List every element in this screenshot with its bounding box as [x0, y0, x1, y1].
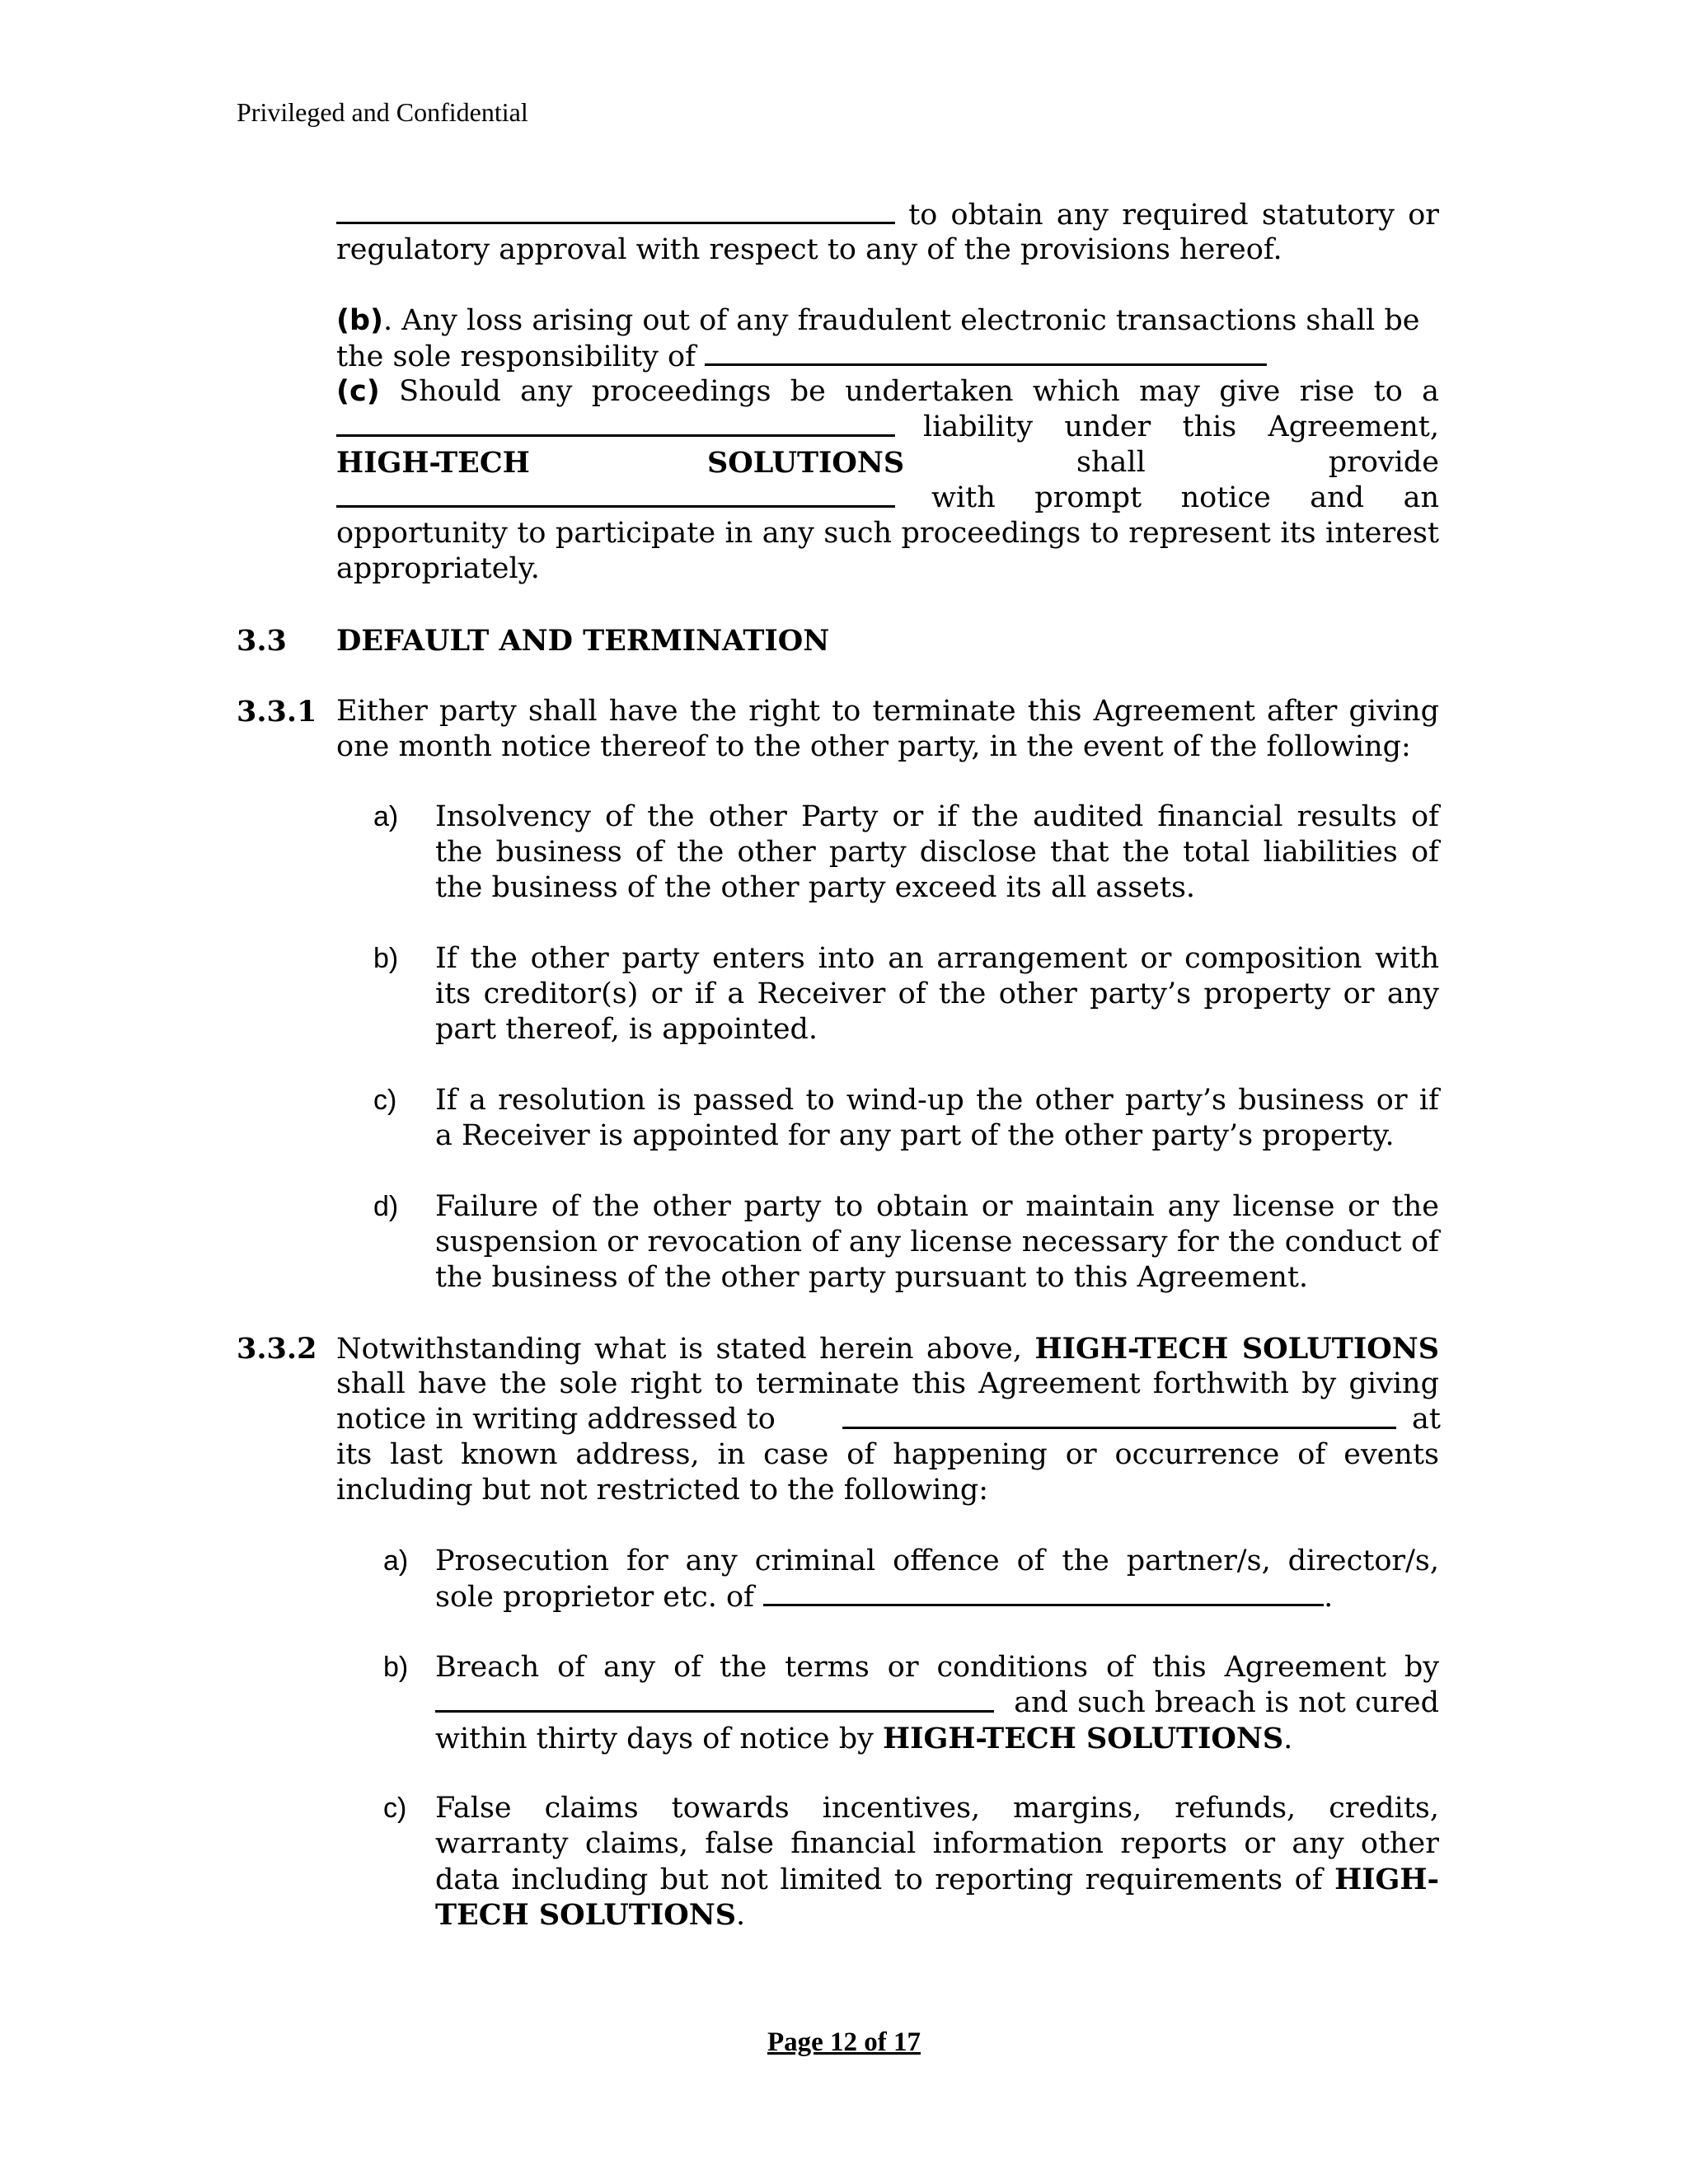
- para-b-line-2: the sole responsibility of: [336, 339, 1267, 375]
- list-label: b): [383, 1652, 409, 1683]
- list-item-line: its creditor(s) or if a Receiver of the other party’s property or any: [435, 977, 1439, 1010]
- para-c-line-1: (c) Should any proceedings be undertaken which may give rise to a: [336, 375, 1439, 408]
- list-label: d): [373, 1191, 399, 1222]
- clause-blank: [842, 1402, 1396, 1438]
- para-c-line-6: appropriately.: [336, 552, 540, 585]
- page-number: Page 12 of 17: [767, 2027, 921, 2057]
- clause-line-1: Either party shall have the right to terminate this Agreement after giving: [336, 695, 1439, 728]
- list-item-line: False claims towards incentives, margins, refunds, credits,: [435, 1792, 1439, 1825]
- section-title: DEFAULT AND TERMINATION: [336, 624, 830, 658]
- list-item-line: sole proprietor etc. of .: [435, 1581, 1334, 1614]
- blank-line: [336, 480, 895, 508]
- para-c-line-5: opportunity to participate in any such proceedings to represent its interest: [336, 517, 1439, 550]
- intro-line-1: to obtain any required statutory or: [336, 197, 1439, 233]
- list-item-line: If a resolution is passed to wind-up the other party’s business or if: [435, 1084, 1439, 1117]
- clause-number: 3.3.2: [237, 1332, 317, 1366]
- list-item-line: Breach of any of the terms or conditions of this Agreement by: [435, 1651, 1439, 1684]
- list-item-line: Insolvency of the other Party or if the audited financial results of: [435, 800, 1439, 833]
- para-c-blank-1: [336, 410, 895, 446]
- section-number: 3.3: [237, 624, 287, 658]
- clause-line-5: including but not restricted to the following:: [336, 1474, 989, 1507]
- para-c-company-1: HIGH-TECH: [336, 446, 530, 480]
- clause-line-2: shall have the sole right to terminate this Agreement forthwith by giving: [336, 1367, 1439, 1400]
- para-c-blank-2: [336, 480, 895, 517]
- clause-line-2: one month notice thereof to the other party, in the event of the following:: [336, 730, 1411, 763]
- list-item-line: a Receiver is appointed for any part of the other party’s property.: [435, 1119, 1395, 1152]
- blank-line: [705, 339, 1267, 366]
- list-label: c): [383, 1793, 407, 1824]
- clause-line-3-suffix: at: [1412, 1403, 1441, 1436]
- para-c-company-2: SOLUTIONS: [707, 446, 905, 480]
- list-label: a): [383, 1545, 409, 1577]
- page-header: Privileged and Confidential: [237, 97, 528, 127]
- list-item-line: the business of the other party pursuant to this Agreement.: [435, 1261, 1309, 1294]
- list-item-line: suspension or revocation of any license necessary for the conduct of: [435, 1226, 1439, 1258]
- list-item-line: If the other party enters into an arrangement or composition with: [435, 942, 1439, 975]
- list-item-line: part thereof, is appointed.: [435, 1013, 818, 1046]
- list-item-line: Failure of the other party to obtain or maintain any license or the: [435, 1190, 1439, 1223]
- list-item-line: the business of the other party disclose that the total liabilities of: [435, 836, 1439, 869]
- para-c-line-4: with prompt notice and an: [931, 481, 1439, 514]
- para-c-line-3: shall provide: [1076, 446, 1439, 479]
- blank-line: [336, 197, 895, 224]
- list-label: c): [373, 1085, 397, 1116]
- list-item-line: warranty claims, false financial information reports or any other: [435, 1827, 1439, 1860]
- list-item-line: the business of the other party exceed its all assets.: [435, 871, 1196, 904]
- blank-line: [842, 1402, 1396, 1429]
- blank-line: [336, 410, 895, 437]
- list-item-line: within thirty days of notice by HIGH-TECH SOLUTIONS.: [435, 1722, 1293, 1755]
- list-label: b): [373, 943, 399, 974]
- blank-line: [435, 1685, 994, 1713]
- intro-line-2: regulatory approval with respect to any of the provisions hereof.: [336, 233, 1282, 266]
- clause-number: 3.3.1: [237, 695, 317, 729]
- blank-line: [763, 1579, 1324, 1606]
- clause-line-1: Notwithstanding what is stated herein above, HIGH-TECH SOLUTIONS: [336, 1332, 1439, 1366]
- para-b-line-1: (b). Any loss arising out of any fraudulent electronic transactions shall be: [336, 304, 1420, 337]
- list-item-line: and such breach is not cured: [1014, 1686, 1439, 1719]
- list-item-line: TECH SOLUTIONS.: [435, 1898, 746, 1932]
- clause-line-3-prefix: notice in writing addressed to: [336, 1403, 776, 1436]
- list-item-blank: [435, 1685, 994, 1722]
- clause-line-4: its last known address, in case of happening or occurrence of events: [336, 1438, 1439, 1471]
- para-c-line-2: liability under this Agreement,: [923, 410, 1439, 443]
- list-label: a): [373, 801, 399, 832]
- list-item-line: data including but not limited to reporting requirements of HIGH-: [435, 1863, 1439, 1896]
- list-item-line: Prosecution for any criminal offence of the partner/s, director/s,: [435, 1544, 1439, 1577]
